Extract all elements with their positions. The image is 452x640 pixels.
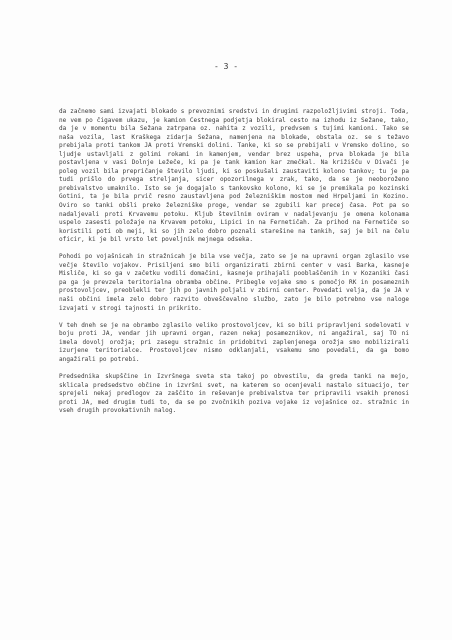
paragraph-1: da začnemo sami izvajati blokado s prevoznimi sredstvi in drugimi razpoložljivimi stroji. Toda, ne vem po čigavem ukazu, je kamion Cestnega podjetja blokiral cesto na izhodu iz Sežane, tako, da je v momentu bila Sežana zatrpana oz. nahita z vozili, predvsem s tujimi kamioni. Tako se naša vozila, last Kraškega zidarja Sežana, namenjena na blokade, obstala oz. se s težavo prebijala proti tankom JA proti Vremski dolini. Tanke, ki so se prebijali v Vremsko dolino, so ljudje ustavljali z golimi rokami in kamenjem, vendar brez uspeha, prva blokada je bila postavljena v vasi Dolnje Ležeče, ki pa je tank kamion kar zmečkal. Na križišču v Divači je poleg vozil bila prepričanje število ljudi, ki so poskušali zaustaviti kolono tankov; tu je pa tudi prišlo do prvega streljanja, sicer opozorilnega v zrak, tako, da se je neoboroženo prebivalstvo umaknilo. Isto se je dogajalo s tankovsko kolono, ki se je premikala po kozinski Gotini, ta je bila prvič resno zaustavljena pod železniškim mostom med Hrpeljami in Kozino. Oviro so tanki obšli preko železniške proge, vendar se zgubili kar precej časa. Pot pa so nadaljevali proti Krvavemu potoku. Kljub številnim oviram v nadaljevanju je omena kolonama uspelo zasesti položaje na Krvavem potoku, Lipici in na Fernetičah. Za prihod na Fernetiče so koristili poti ob meji, ki so jih zelo dobro poznali starešine na tankih, saj je bil na čelu oficir, ki je bil vrsto let poveljnik mejnega odseka. bbox=[59, 108, 409, 244]
paragraph-2: Pohodi po vojašnicah in stražnicah je bila vse večja, zato se je na upravni organ zglasilo vse večje število vojakov. Prisiljeni smo bili organizirati zbirni center v vasi Barka, kasneje Misliče, ki so ga v začetku vodili domačini, kasneje prihajali pooblaščenih in v Kozaniki časi pa ga je prevzela teritorialna obramba občine. Pribegle vojake smo s pomočjo RK in posameznih prostovoljcev, preoblekli ter jih po javnih poljali v zbirni center. Povedati velja, da je JA v naši občini imela zelo dobro razvito obveščevalno službo, zato je bilo potrebno vse naloge izvajati v strogi tajnosti in prikrito. bbox=[59, 253, 409, 312]
paragraph-4: Predsednika skupščine in Izvršnega sveta sta takoj po obvestilu, da greda tanki na mejo, sklicala predsedstvo občine in izvršni svet, na katerem so ocenjevali nastalo situacijo, ter sprejeli nekaj predlogov za zaščito in reševanje prebivalstva ter pripravili vsakih prenosi proti JA, med drugim tudi to, da se po zvočnikih poziva vojake iz vojašnice oz. stražnic in vseh drugih provokativnih nalog. bbox=[59, 372, 409, 415]
page-number: - 3 - bbox=[213, 62, 239, 71]
paragraph-3: V teh dneh se je na obrambo zglasilo veliko prostovoljcev, ki so bili pripravljeni sodelovati v boju proti JA, vendar jih upravni organ, razen nekaj posameznikov, ni angažiral, saj TO ni imela dovolj orožja; pri zasegu stražnic in pridobitvi zaplenjenega orožja smo mobilizirali izurjene teritorialce. Prostovoljcev nismo odklanjali, vsakemu smo povedali, da ga bomo angažirali po potrebi. bbox=[59, 321, 409, 363]
document-body bbox=[59, 108, 409, 424]
